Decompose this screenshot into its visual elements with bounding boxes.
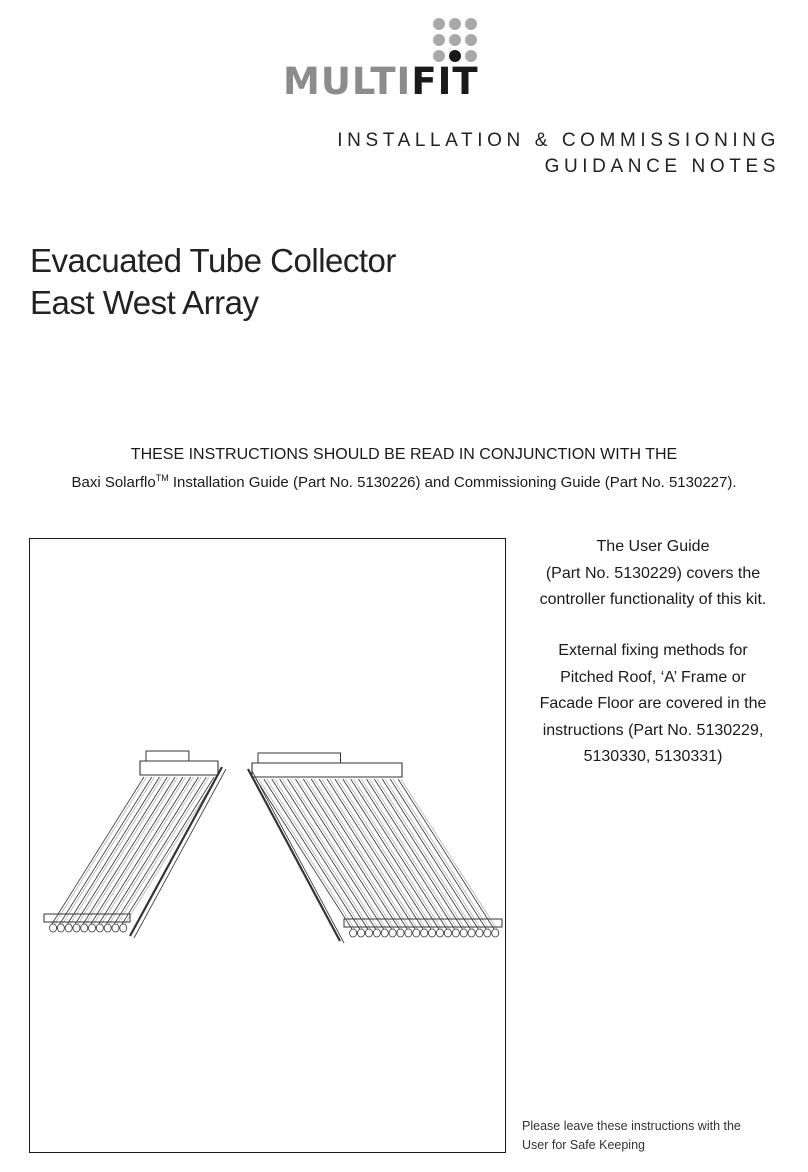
left-panel-tube-highlight	[62, 777, 154, 924]
right-panel-tube-end	[389, 929, 396, 937]
safe-keeping-note	[522, 1117, 784, 1155]
right-panel-tube-edge	[351, 779, 447, 929]
related-guides-product: Baxi Solarflo	[71, 474, 156, 491]
left-panel-tube-highlight	[86, 777, 178, 924]
left-panel-tube-highlight	[109, 777, 201, 924]
left-panel-tube-edge	[83, 777, 175, 924]
right-panel-tube-edge	[311, 779, 407, 929]
left-panel-tube-edge	[107, 777, 199, 924]
right-panel-tube-end	[484, 929, 491, 937]
right-panel-manifold-cap	[258, 753, 341, 763]
right-panel-tube-end	[397, 929, 404, 937]
right-panel-tube-edge	[295, 779, 391, 929]
right-panel-tube-highlight	[346, 779, 442, 929]
right-panel-tube-end	[381, 929, 388, 937]
right-panel-tube-highlight	[385, 779, 481, 929]
multifit-logo	[283, 18, 498, 103]
fixing-methods-note-line: instructions (Part No. 5130229,	[542, 721, 764, 739]
left-panel-tube-highlight	[117, 777, 209, 924]
fixing-methods-note-line: Pitched Roof, ‘A’ Frame or	[560, 668, 746, 686]
right-panel-tube-end	[373, 929, 380, 937]
right-panel-tube-edge	[264, 779, 360, 929]
user-guide-note-line: controller functionality of this kit.	[539, 591, 767, 608]
left-panel-tube-edge	[68, 777, 160, 924]
left-panel-tube-end	[73, 924, 80, 932]
right-panel-tube-end	[444, 929, 451, 937]
right-panel-tube-end	[357, 929, 364, 937]
left-panel-tube-edge	[114, 777, 206, 924]
left-panel-manifold-cap	[146, 751, 189, 761]
left-panel-tube-end	[104, 924, 111, 932]
left-panel-tube-edge	[91, 777, 183, 924]
right-panel-manifold	[252, 763, 402, 777]
right-panel-tube-highlight	[393, 779, 489, 929]
right-panel-tube-end	[460, 929, 467, 937]
right-panel-tube-edge	[272, 779, 368, 929]
right-panel-tube-edge	[374, 779, 470, 929]
right-panel-tube-highlight	[314, 779, 410, 929]
right-panel-tube-highlight	[330, 779, 426, 929]
document-title	[30, 240, 396, 324]
left-panel-tube-end	[65, 924, 72, 932]
fixing-methods-note	[522, 638, 784, 771]
logo-wordmark	[283, 62, 479, 102]
right-panel-tube-edge	[319, 779, 415, 929]
document-type-heading	[337, 128, 780, 180]
left-panel-manifold	[140, 761, 218, 775]
right-panel-tube-highlight	[298, 779, 394, 929]
right-panel-tube-end	[421, 929, 428, 937]
left-panel-tube-end	[112, 924, 119, 932]
left-panel-tube-edge	[122, 777, 214, 924]
left-panel-tube-highlight	[78, 777, 170, 924]
collector-array-illustration	[30, 539, 507, 1154]
left-panel-tube-edge	[52, 777, 144, 924]
left-panel-tube-highlight	[125, 777, 217, 924]
right-panel-side-rail	[248, 769, 340, 941]
right-panel-tube-end	[492, 929, 499, 937]
left-panel-tube-end	[50, 924, 57, 932]
user-guide-note-line: (Part No. 5130229) covers the	[545, 564, 761, 582]
right-panel-tube-edge	[366, 779, 462, 929]
right-panel-tube-edge	[288, 779, 384, 929]
document-title-line-2: East West Array	[30, 284, 259, 321]
left-panel-tube-highlight	[94, 777, 186, 924]
right-panel-tube-edge	[390, 779, 486, 929]
user-guide-note	[522, 534, 784, 614]
right-panel-tube-highlight	[338, 779, 434, 929]
right-panel-tube-end	[365, 929, 372, 937]
safe-keeping-note-line: User for Safe Keeping	[522, 1138, 645, 1152]
right-panel-tube-highlight	[322, 779, 418, 929]
user-guide-note-line: The User Guide	[596, 538, 710, 555]
collector-illustration-frame	[29, 538, 506, 1153]
right-panel-tube-end	[468, 929, 475, 937]
left-panel-tube-edge	[60, 777, 152, 924]
right-panel-tube-highlight	[353, 779, 449, 929]
right-panel-tube-end	[436, 929, 443, 937]
right-panel-tube-edge	[343, 779, 439, 929]
left-panel-tube-end	[89, 924, 96, 932]
fixing-methods-note-line: Facade Floor are covered in the	[539, 695, 767, 712]
right-panel-tube-end	[350, 929, 357, 937]
left-panel-tube-end	[96, 924, 103, 932]
right-panel-tube-highlight	[259, 779, 355, 929]
right-panel-tube-edge	[327, 779, 423, 929]
left-panel-tube-end	[57, 924, 64, 932]
fixing-methods-note-line: External fixing methods for	[558, 642, 748, 659]
right-panel-tube-end	[452, 929, 459, 937]
right-panel-tube-end	[413, 929, 420, 937]
right-panel-tube-edge	[256, 779, 352, 929]
logo-text-light: MULTI	[283, 60, 412, 103]
document-title-line-1: Evacuated Tube Collector	[30, 242, 396, 279]
fixing-methods-note-line: 5130330, 5130331)	[583, 748, 723, 765]
document-type-line-1: INSTALLATION & COMMISSIONING	[337, 130, 780, 151]
read-with-notice: THESE INSTRUCTIONS SHOULD BE READ IN CONJUNCTION WITH THE	[130, 446, 678, 463]
safe-keeping-note-line: Please leave these instructions with the	[522, 1119, 741, 1133]
right-panel-tube-end	[476, 929, 483, 937]
right-panel-tube-highlight	[369, 779, 465, 929]
right-panel-bottom-rail	[344, 919, 502, 927]
document-type-line-2: GUIDANCE NOTES	[544, 156, 780, 177]
logo-text-bold: FIT	[411, 60, 479, 103]
right-panel-tube-highlight	[401, 779, 497, 929]
related-guides-line	[0, 473, 808, 491]
right-panel-tube-highlight	[267, 779, 363, 929]
left-panel-tube-highlight	[55, 777, 147, 924]
right-panel-tube-edge	[398, 779, 494, 929]
right-panel-tube-end	[405, 929, 412, 937]
right-panel-tube-edge	[335, 779, 431, 929]
right-panel-tube-highlight	[290, 779, 386, 929]
right-panel-tube-highlight	[377, 779, 473, 929]
related-guides-parts: Installation Guide (Part No. 5130226) and Commissioning Guide (Part No. 5130227).	[168, 474, 737, 491]
right-panel-tube-edge	[303, 779, 399, 929]
left-panel-tube-end	[81, 924, 88, 932]
right-panel-tube-highlight	[361, 779, 457, 929]
right-panel-tube-edge	[382, 779, 478, 929]
trademark-mark: TM	[155, 473, 169, 483]
left-panel-tube-end	[120, 924, 127, 932]
right-panel-tube-edge	[359, 779, 455, 929]
right-panel-tube-end	[429, 929, 436, 937]
